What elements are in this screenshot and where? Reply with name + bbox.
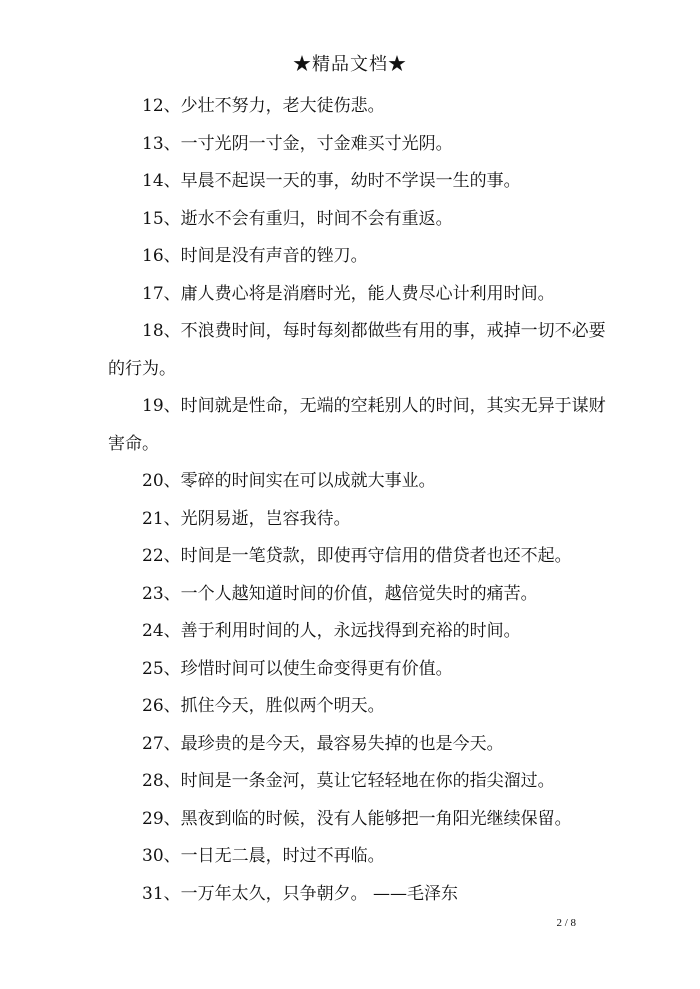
quote-line: 18、不浪费时间，每时每刻都做些有用的事，戒掉一切不必要的行为。 [108,321,606,379]
quote-line: 14、早晨不起误一天的事，幼时不学误一生的事。 [142,171,521,191]
quote-line: 12、少壮不努力，老大徒伤悲。 [142,96,385,116]
page-number: 2 / 8 [556,917,576,929]
quote-line: 31、一万年太久，只争朝夕。 ——毛泽东 [142,883,459,904]
quote-line: 13、一寸光阴一寸金，寸金难买寸光阴。 [142,133,453,154]
quote-line: 26、抓住今天，胜似两个明天。 [142,696,385,716]
quote-line: 20、零碎的时间实在可以成就大事业。 [142,471,436,491]
quote-line: 30、一日无二晨，时过不再临。 [142,846,385,866]
quote-line: 15、逝水不会有重归，时间不会有重返。 [142,208,453,229]
quote-line: 25、珍惜时间可以使生命变得更有价值。 [142,658,453,679]
quote-line: 24、善于利用时间的人，永远找得到充裕的时间。 [142,621,521,641]
quote-line: 29、黑夜到临的时候，没有人能够把一角阳光继续保留。 [142,808,572,829]
quote-line: 27、最珍贵的是今天，最容易失掉的也是今天。 [142,733,504,754]
quote-line: 28、时间是一条金河，莫让它轻轻地在你的指尖溜过。 [142,771,555,791]
quote-line: 16、时间是没有声音的锉刀。 [142,246,368,266]
quote-line: 23、一个人越知道时间的价值，越倍觉失时的痛苦。 [142,583,538,604]
quote-line: 22、时间是一笔贷款，即使再守信用的借贷者也还不起。 [142,546,572,566]
quote-line: 19、时间就是性命，无端的空耗别人的时间，其实无异于谋财害命。 [108,396,606,454]
page-header-title: ★精品文档★ [293,54,407,75]
quote-line: 21、光阴易逝，岂容我待。 [142,508,351,529]
quote-line: 17、庸人费心将是消磨时光，能人费尽心计利用时间。 [142,283,555,304]
quote-list [108,88,606,913]
